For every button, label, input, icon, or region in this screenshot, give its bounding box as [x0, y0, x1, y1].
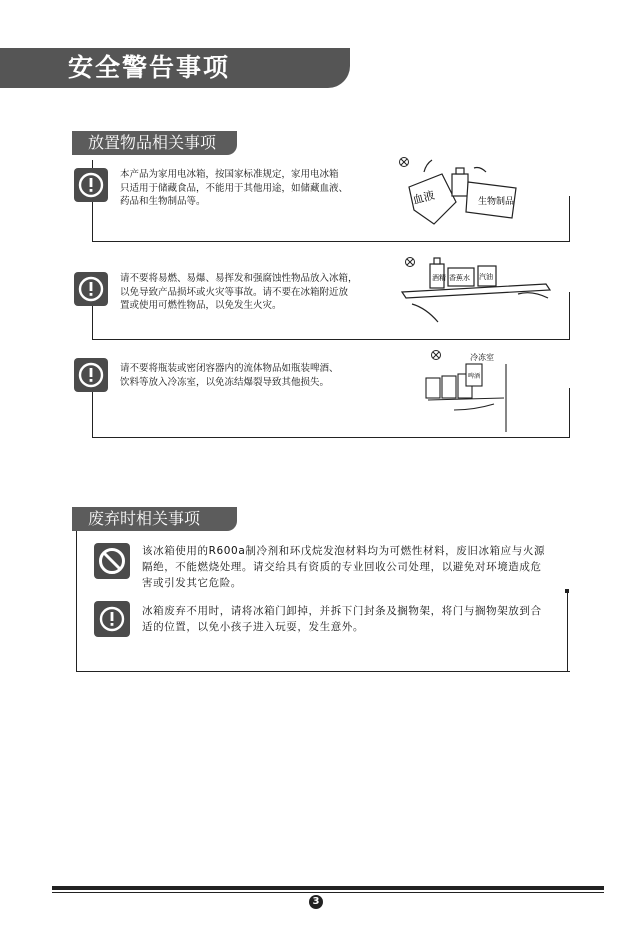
footer-rule-thin [52, 892, 604, 893]
disposal-section-header [72, 507, 237, 531]
warning-icon [74, 272, 108, 306]
flammables-illustration [396, 254, 568, 336]
item-text: 请不要将易燃、易爆、易挥发和强腐蚀性物品放入冰箱， 以免导致产品损坏或火灾等事故。请不要在冰箱附近放 置或使用可燃性物品，以免发生火灾。 [120, 272, 420, 313]
page-title: 安全警告事项 [68, 53, 231, 82]
svg-text:汽油: 汽油 [479, 273, 493, 281]
item-text: 该冰箱使用的R600a制冷剂和环戊烷发泡材料均为可燃性材料，废旧冰箱应与火源 隔绝，不能燃烧处理。请交给具有资质的专业回收公司处理，以避免对环境造成危 害或引发其它危险。 [142, 545, 546, 589]
svg-text:香蕉水: 香蕉水 [449, 274, 470, 282]
placement-item-2 [74, 262, 569, 340]
disposal-item-1 [94, 543, 569, 593]
disposal-item-2 [94, 601, 569, 641]
svg-text:生物制品: 生物制品 [478, 197, 515, 207]
placement-item-3 [74, 353, 569, 438]
placement-item-1 [74, 160, 569, 242]
footer-rule [52, 886, 604, 890]
svg-text:酒精: 酒精 [432, 274, 446, 282]
svg-text:啤酒: 啤酒 [468, 373, 481, 380]
freezer-beer-illustration [414, 350, 570, 432]
disposal-section-title: 废弃时相关事项 [88, 509, 201, 528]
prohibited-icon [94, 543, 130, 579]
warning-icon [74, 168, 108, 202]
placement-section-title: 放置物品相关事项 [88, 133, 217, 152]
warning-icon [94, 601, 130, 637]
item-text: 请不要将瓶装或密闭容器内的流体物品如瓶装啤酒、 饮料等放入冷冻室，以免冻结爆裂导致其他损失。 [120, 362, 420, 389]
item-text: 冰箱废弃不用时，请将冰箱门卸掉，并拆下门封条及搁物架，将门与搁物架放到合 适的位置，以免小孩子进入玩耍，发生意外。 [142, 605, 542, 633]
placement-section-header [72, 131, 237, 155]
svg-text:血液: 血液 [411, 188, 437, 207]
warning-icon [74, 358, 108, 392]
item-text: 本产品为家用电冰箱，按国家标准规定，家用电冰箱 只适用于储藏食品，不能用于其他用途，如储藏血液、 药品和生物制品等。 [120, 169, 349, 207]
blood-biologics-illustration [394, 152, 529, 232]
page-number: 3 [309, 895, 323, 909]
svg-text:冷冻室: 冷冻室 [470, 353, 494, 362]
